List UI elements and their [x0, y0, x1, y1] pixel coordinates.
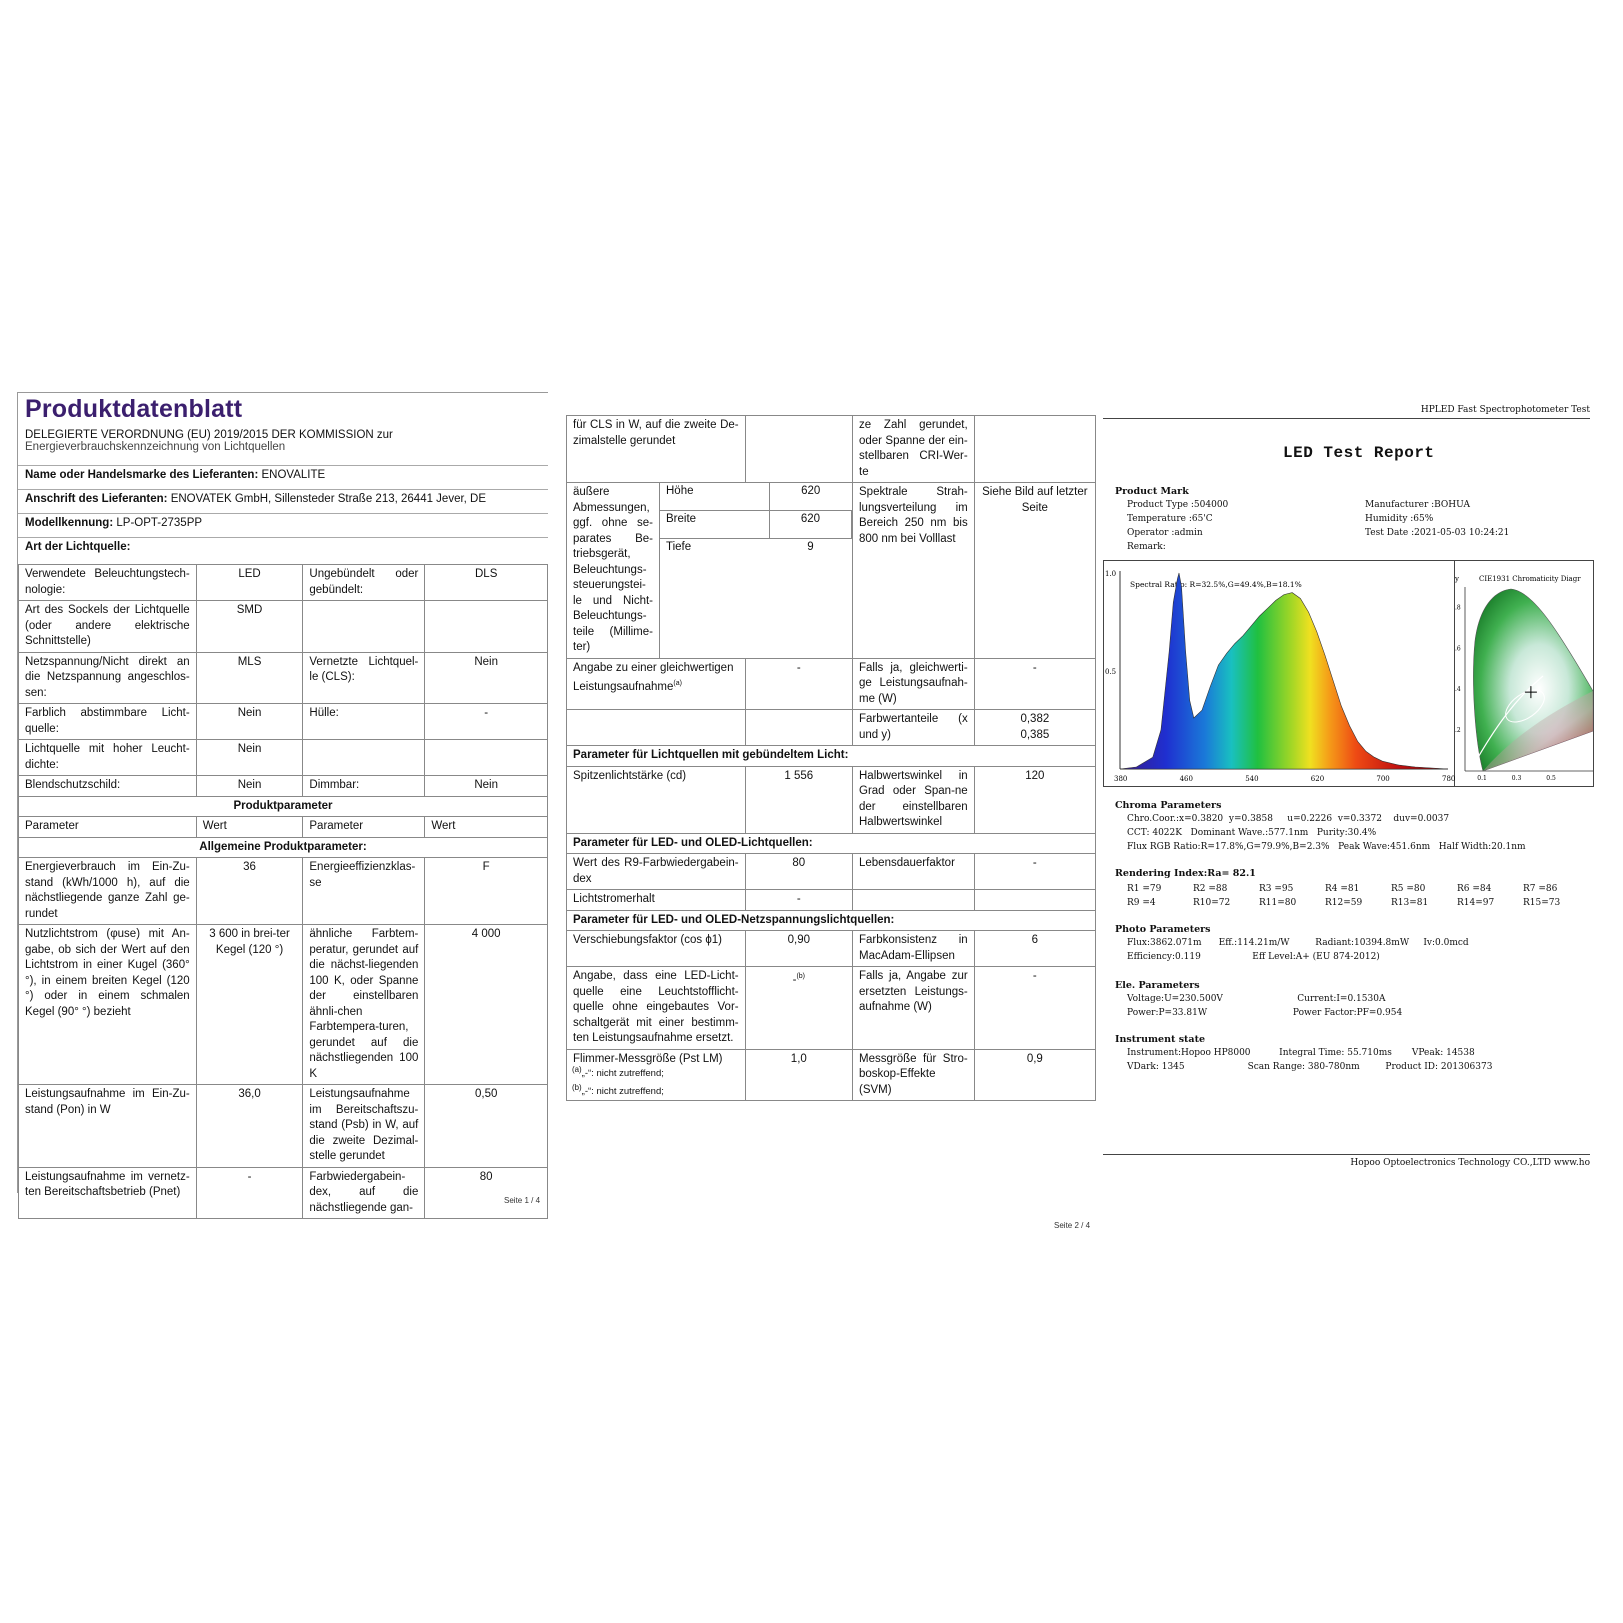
param-cell: Art des Sockels der Lichtquelle (oder andere elektrische Schnittstelle) — [19, 601, 197, 653]
x-tick-label: 0.5 — [1546, 775, 1556, 782]
report-title: LED Test Report — [1283, 444, 1435, 462]
led-test-report — [1103, 400, 1590, 1190]
value-cell — [425, 740, 548, 776]
cie-svg — [1453, 561, 1593, 786]
dimension-name: Breite — [660, 510, 770, 538]
value-cell: 0,9 — [974, 1049, 1095, 1101]
section-header-row — [567, 833, 1096, 854]
chroma-line-2 — [1127, 828, 1376, 838]
subtitle-line-1: DELEGIERTE VERORDNUNG (EU) 2019/2015 DER KOMMISSION zur — [25, 429, 393, 441]
value-cell: 80 — [425, 1167, 548, 1219]
column-header: Parameter — [303, 817, 425, 838]
table-row — [567, 483, 1096, 659]
page-title: Produktdatenblatt — [25, 395, 243, 423]
ele-text: Power:P=33.81W Power Factor:PF=0.954 — [1127, 1008, 1403, 1018]
param-cell: Wert des R9-Farbwiedergabein-dex — [567, 854, 746, 890]
cie-y-axis-label: y — [1455, 575, 1459, 583]
value-cell: 0,50 — [425, 1085, 548, 1168]
value-cell: - — [974, 658, 1095, 710]
r-value: R3 =95 — [1259, 884, 1294, 894]
product-mark-heading: Product Mark — [1115, 486, 1189, 497]
remark: Remark: — [1127, 542, 1166, 552]
param-cell: Hülle: — [303, 704, 425, 740]
supplier-name-row — [18, 469, 548, 481]
x-tick-label: 780 — [1442, 775, 1456, 783]
footnote-mark: (b) — [796, 973, 805, 980]
datasheet-page-2 — [566, 415, 1096, 1115]
value-cell: Nein — [425, 652, 548, 704]
y-tick-label: .4 — [1455, 686, 1461, 694]
param-cell: Flimmer-Messgröße (Pst LM) — [567, 1049, 746, 1101]
column-header-row — [19, 817, 548, 838]
value-cell — [974, 416, 1095, 483]
supplier-address-row — [18, 493, 548, 505]
photo-line-1 — [1127, 938, 1469, 948]
x-tick-label: 620 — [1310, 775, 1325, 783]
section-header-row — [567, 746, 1096, 767]
table-row — [567, 766, 1096, 833]
report-footer: Hopoo Optoelectronics Technology CO.,LTD www.ho — [1350, 1158, 1590, 1168]
spectrum-chart — [1103, 560, 1455, 787]
rendering-index-heading: Rendering Index:Ra= 82.1 — [1115, 868, 1256, 879]
product-type: Product Type :504000 — [1127, 500, 1229, 510]
r-value: R15=73 — [1523, 898, 1561, 908]
r-value: R1 =79 — [1127, 884, 1162, 894]
column-header: Wert — [425, 817, 548, 838]
model-id: LP-OPT-2735PP — [116, 517, 203, 529]
product-parameters-table-continued — [566, 415, 1096, 1101]
r-value: R12=59 — [1325, 898, 1363, 908]
section-header: Allgemeine Produktparameter: — [19, 837, 548, 858]
light-source-type-row — [18, 541, 548, 553]
chroma-x: 0,382 — [1020, 713, 1050, 725]
section-header: Parameter für LED- und OLED-Lichtquellen: — [567, 833, 1096, 854]
r-value: R6 =84 — [1457, 884, 1492, 894]
value-cell: 0,90 — [745, 931, 852, 967]
param-cell — [567, 658, 746, 710]
table-row — [19, 601, 548, 653]
param-cell: Farbwiedergabein-dex, auf die nächstliegende gan- — [303, 1167, 425, 1219]
model-label: Modellkennung: — [25, 517, 114, 529]
table-row — [19, 652, 548, 704]
table-row — [19, 704, 548, 740]
instrument-line-2 — [1127, 1062, 1492, 1072]
table-row — [19, 858, 548, 925]
report-header: HPLED Fast Spectrophotometer Test — [1420, 405, 1590, 415]
param-cell: Energieeffizienzklas-se — [303, 858, 425, 925]
chroma-text: CCT: 4022K Dominant Wave.:577.1nm Purity:30.4% — [1127, 828, 1377, 838]
param-cell: ähnliche Farbtem-peratur, gerundet auf die nächst-liegenden 100 K, oder Spanne der einstellbaren ähnli-chen Farbtempera-turen, gerundet auf die nächstliegenden 100 K — [303, 925, 425, 1085]
r-value: R4 =81 — [1325, 884, 1360, 894]
r-value: R10=72 — [1193, 898, 1231, 908]
cie-chromaticity-chart — [1453, 560, 1594, 787]
param-cell: Halbwertswinkel in Grad oder Span-ne der einstellbaren Halbwertswinkel — [853, 766, 975, 833]
cie-title: CIE1931 Chromaticity Diagr — [1479, 575, 1581, 583]
r-value: R7 =86 — [1523, 884, 1558, 894]
footnote-mark: (b) — [572, 1083, 582, 1092]
table-row — [19, 1085, 548, 1168]
footnote-b — [572, 1083, 664, 1097]
ele-line-1 — [1127, 994, 1385, 1004]
section-header: Parameter für Lichtquellen mit gebündeltem Licht: — [567, 746, 1096, 767]
param-cell: Nutzlichtstrom (φuse) mit An-gabe, ob sich der Wert auf den Lichtstrom in einer Kugel (360° °), in einem breiten Kegel (120 °) oder in einem schmalen Kegel (90° °) bezieht — [19, 925, 197, 1085]
dimension-value: 9 — [807, 540, 814, 553]
model-row — [18, 517, 548, 529]
param-cell: Farblich abstimmbare Licht-quelle: — [19, 704, 197, 740]
param-cell: Messgröße für Stro-boskop-Effekte (SVM) — [853, 1049, 975, 1101]
table-row — [19, 740, 548, 776]
param-cell — [303, 740, 425, 776]
footnote-mark: (a) — [673, 680, 682, 687]
dimension-name: Tiefe — [666, 540, 692, 553]
param-cell: Verschiebungsfaktor (cos ϕ1) — [567, 931, 746, 967]
chroma-line-1 — [1127, 814, 1449, 824]
spectral-ratio-label: Spectral Ratio: R=32.5%,G=49.4%,B=18.1% — [1130, 580, 1302, 589]
table-row — [567, 710, 1096, 746]
ele-line-2 — [1127, 1008, 1402, 1018]
value-cell: - — [745, 890, 852, 911]
table-row — [567, 967, 1096, 1050]
column-header: Wert — [196, 817, 303, 838]
supplier-address: ENOVATEK GmbH, Sillensteder Straße 213, 26441 Jever, DE — [170, 493, 487, 505]
photo-text: Efficiency:0.119 Eff Level:A+ (EU 874-2012) — [1127, 952, 1380, 962]
table-row — [19, 925, 548, 1085]
supplier-name: ENOVALITE — [261, 469, 326, 481]
value-cell — [974, 890, 1095, 911]
value-cell: Nein — [196, 740, 303, 776]
value-cell: 36,0 — [196, 1085, 303, 1168]
r-values-row-1 — [1127, 884, 1579, 894]
dimension-value: 620 — [769, 483, 851, 510]
param-cell: Spektrale Strah-lungsverteilung im Bereich 250 nm bis 800 nm bei Volllast — [853, 483, 975, 659]
param-cell: Farbwertanteile (x und y) — [853, 710, 975, 746]
value-cell: SMD — [196, 601, 303, 653]
value-cell: Nein — [196, 776, 303, 797]
section-header: Parameter für LED- und OLED-Netzspannungslichtquellen: — [567, 910, 1096, 931]
param-cell: Lichtquelle mit hoher Leucht-dichte: — [19, 740, 197, 776]
light-source-type-label: Art der Lichtquelle: — [25, 541, 131, 553]
value-cell: LED — [196, 565, 303, 601]
param-cell: für CLS in W, auf die zweite De-zimalstelle gerundet — [567, 416, 746, 483]
page-number: Seite 2 / 4 — [1054, 1221, 1091, 1230]
param-cell: Falls ja, Angabe zur ersetzten Leistungs-aufnahme (W) — [853, 967, 975, 1050]
photo-params-heading: Photo Parameters — [1115, 924, 1211, 935]
param-cell: Leistungsaufnahme im vernetz-ten Bereitschaftsbetrieb (Pnet) — [19, 1167, 197, 1219]
footnote-a — [572, 1065, 664, 1079]
r-value: R11=80 — [1259, 898, 1297, 908]
y-tick-label: .6 — [1455, 645, 1461, 653]
regulation-subtitle — [18, 429, 548, 453]
value-cell: - — [745, 658, 852, 710]
value-cell: 80 — [745, 854, 852, 890]
param-cell: Netzspannung/Nicht direkt an die Netzspannung angeschlos-sen: — [19, 652, 197, 704]
photo-text: Flux:3862.071m Eff.:114.21m/W Radiant:10394.8mW Iv:0.0mcd — [1127, 938, 1469, 948]
r-value: R5 =80 — [1391, 884, 1426, 894]
y-tick-label: .2 — [1455, 727, 1461, 735]
test-date: Test Date :2021-05-03 10:24:21 — [1365, 528, 1510, 538]
photo-line-2 — [1127, 952, 1380, 962]
x-tick-label: 460 — [1179, 775, 1193, 783]
ele-text: Voltage:U=230.500V Current:I=0.1530A — [1127, 994, 1386, 1004]
y-tick-label: 0.5 — [1105, 668, 1117, 676]
param-cell: Energieverbrauch im Ein-Zu-stand (kWh/1000 h), auf die nächstliegende ganze Zahl ge-rundet — [19, 858, 197, 925]
value-cell — [745, 967, 852, 1050]
param-cell: Blendschutzschild: — [19, 776, 197, 797]
column-header: Parameter — [19, 817, 197, 838]
table-row — [19, 776, 548, 797]
dimension-name: Höhe — [660, 483, 770, 510]
param-cell — [303, 601, 425, 653]
value-cell — [974, 710, 1095, 746]
value-cell: 1,0 — [745, 1049, 852, 1101]
page-number: Seite 1 / 4 — [504, 1196, 541, 1205]
r-values-row-2 — [1127, 898, 1579, 908]
param-cell: Farbkonsistenz in MacAdam-Ellipsen — [853, 931, 975, 967]
ele-params-heading: Ele. Parameters — [1115, 980, 1200, 991]
param-cell: Spitzenlichtstärke (cd) — [567, 766, 746, 833]
value-cell — [745, 710, 852, 746]
section-header: Produktparameter — [19, 796, 548, 817]
value-cell: 4 000 — [425, 925, 548, 1085]
value-cell: Nein — [425, 776, 548, 797]
y-tick-label: .8 — [1455, 604, 1461, 612]
manufacturer: Manufacturer :BOHUA — [1365, 500, 1470, 510]
section-header-row — [19, 837, 548, 858]
x-tick-label: 540 — [1245, 775, 1259, 783]
x-tick-label: 700 — [1376, 775, 1390, 783]
instrument-text: VDark: 1345 Scan Range: 380-780nm Product ID: 201306373 — [1127, 1062, 1493, 1072]
param-cell: Leistungsaufnahme im Bereitschaftszu-stand (Psb) in W, auf die zweite Dezimal-stelle gerundet — [303, 1085, 425, 1168]
value-cell: 36 — [196, 858, 303, 925]
section-header-row — [567, 910, 1096, 931]
footnote-text: „-“: nicht zutreffend; — [581, 1086, 664, 1098]
table-row — [567, 890, 1096, 911]
value-cell: 6 — [974, 931, 1095, 967]
param-cell: Falls ja, gleichwerti-ge Leistungsaufnah-me (W) — [853, 658, 975, 710]
instrument-line-1 — [1127, 1048, 1475, 1058]
table-row — [19, 565, 548, 601]
value-cell: F — [425, 858, 548, 925]
r-value: R9 =4 — [1127, 898, 1156, 908]
value-cell: - — [974, 967, 1095, 1050]
subtitle-line-2: Energieverbrauchskennzeichnung von Lichtquellen — [25, 441, 286, 453]
value-cell: - — [974, 854, 1095, 890]
chroma-text: Flux RGB Ratio:R=17.8%,G=79.9%,B=2.3% Peak Wave:451.6nm Half Width:20.1nm — [1127, 842, 1526, 852]
address-label: Anschrift des Lieferanten: — [25, 493, 168, 505]
supplier-name-label: Name oder Handelsmarke des Lieferanten: — [25, 469, 259, 481]
x-tick-label: 0.3 — [1511, 775, 1522, 782]
param-cell: Leistungsaufnahme im Ein-Zu-stand (Pon) in W — [19, 1085, 197, 1168]
param-cell: Dimmbar: — [303, 776, 425, 797]
value-cell — [745, 416, 852, 483]
dimensions-label: äußere Abmessungen, ggf. ohne se-parates Be-triebsgerät, Beleuchtungs-steuerungstei-le und Nicht-Beleuchtungs-teile (Millime-ter) — [567, 483, 660, 658]
param-cell: Lebensdauerfaktor — [853, 854, 975, 890]
r-value: R13=81 — [1391, 898, 1429, 908]
value-cell: Siehe Bild auf letzter Seite — [974, 483, 1095, 659]
value-cell: 1 556 — [745, 766, 852, 833]
param-cell: ze Zahl gerundet, oder Spanne der ein-stellbaren CRI-Wer-te — [853, 416, 975, 483]
param-cell: Ungebündelt oder gebündelt: — [303, 565, 425, 601]
param-cell: Vernetzte Lichtquel-le (CLS): — [303, 652, 425, 704]
value-cell: 120 — [974, 766, 1095, 833]
y-tick-label: 1.0 — [1105, 570, 1117, 578]
table-row — [567, 931, 1096, 967]
param-cell — [853, 890, 975, 911]
r-value: R14=97 — [1457, 898, 1495, 908]
table-row — [567, 854, 1096, 890]
dimension-value: 620 — [769, 510, 851, 538]
param-cell: Lichtstromerhalt — [567, 890, 746, 911]
instrument-heading: Instrument state — [1115, 1034, 1206, 1045]
chroma-heading: Chroma Parameters — [1115, 800, 1222, 811]
x-tick-label: 0.1 — [1477, 775, 1487, 782]
table-row — [19, 1167, 548, 1219]
instrument-text: Instrument:Hopoo HP8000 Integral Time: 55.710ms VPeak: 14538 — [1127, 1048, 1475, 1058]
value-cell — [425, 601, 548, 653]
param-cell: Verwendete Beleuchtungstech-nologie: — [19, 565, 197, 601]
value-cell: - — [196, 1167, 303, 1219]
value-text: - — [792, 973, 797, 986]
product-parameters-table — [18, 564, 548, 1219]
chroma-text: Chro.Coor.:x=0.3820 y=0.3858 u=0.2226 v=0.3372 duv=0.0037 — [1127, 814, 1450, 824]
r-value: R2 =88 — [1193, 884, 1228, 894]
param-cell — [567, 710, 746, 746]
value-cell: 3 600 in brei-ter Kegel (120 °) — [196, 925, 303, 1085]
chroma-line-3 — [1127, 842, 1526, 852]
spectrum-svg — [1104, 561, 1454, 786]
table-row — [567, 658, 1096, 710]
value-cell: Nein — [196, 704, 303, 740]
temperature: Temperature :65'C — [1127, 514, 1213, 524]
chroma-y: 0,385 — [1020, 728, 1050, 741]
value-cell: DLS — [425, 565, 548, 601]
table-row — [567, 416, 1096, 483]
value-cell: - — [425, 704, 548, 740]
x-tick-label: 380 — [1114, 775, 1128, 783]
param-text: Angabe zu einer gleichwertigen Leistungsaufnahme — [573, 661, 734, 693]
param-cell: Angabe, dass eine LED-Licht-quelle eine Leuchtstofflicht-quelle ohne eingebautes Vor-schaltgerät mit einer bestimm-ten Leistungsaufnahme ersetzt. — [567, 967, 746, 1050]
spectrum-curve — [1120, 573, 1448, 769]
operator: Operator :admin — [1127, 528, 1203, 538]
footnote-text: „-“: nicht zutreffend; — [581, 1068, 664, 1080]
dimensions-cell — [567, 483, 853, 659]
value-cell: MLS — [196, 652, 303, 704]
footnote-mark: (a) — [572, 1065, 582, 1074]
humidity: Humidity :65% — [1365, 514, 1434, 524]
section-header-row — [19, 796, 548, 817]
